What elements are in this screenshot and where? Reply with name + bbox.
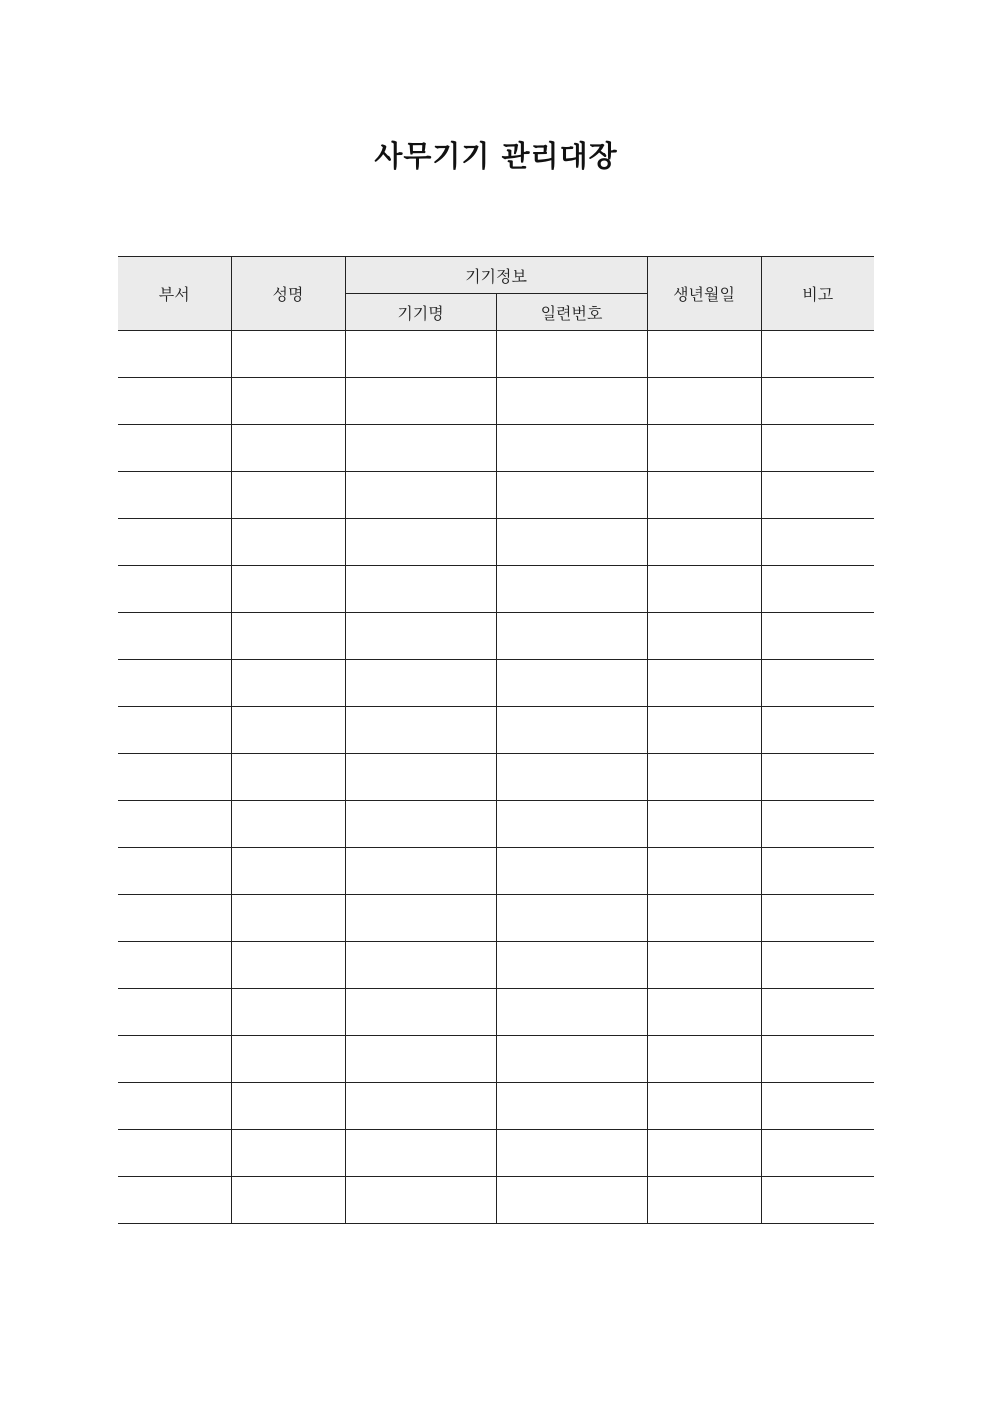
name-cell: [231, 848, 345, 895]
header-department: 부서: [118, 257, 231, 331]
device-name-cell: [345, 566, 496, 613]
remarks-cell: [761, 1130, 874, 1177]
department-cell: [118, 378, 231, 425]
table-row: [118, 660, 874, 707]
department-cell: [118, 801, 231, 848]
name-cell: [231, 613, 345, 660]
table-row: [118, 1130, 874, 1177]
department-cell: [118, 331, 231, 378]
equipment-ledger-table: [118, 256, 874, 1224]
department-cell: [118, 848, 231, 895]
birth-date-cell: [647, 1036, 761, 1083]
department-cell: [118, 566, 231, 613]
device-name-cell: [345, 1083, 496, 1130]
remarks-cell: [761, 472, 874, 519]
header-remarks: 비고: [761, 257, 874, 331]
device-name-cell: [345, 331, 496, 378]
table-row: [118, 472, 874, 519]
name-cell: [231, 754, 345, 801]
table-row: [118, 989, 874, 1036]
table-row: [118, 519, 874, 566]
name-cell: [231, 1177, 345, 1224]
department-cell: [118, 754, 231, 801]
birth-date-cell: [647, 613, 761, 660]
remarks-cell: [761, 331, 874, 378]
department-cell: [118, 1177, 231, 1224]
department-cell: [118, 613, 231, 660]
birth-date-cell: [647, 1177, 761, 1224]
header-device-info: 기기정보: [345, 257, 647, 294]
name-cell: [231, 660, 345, 707]
serial-number-cell: [496, 707, 647, 754]
serial-number-cell: [496, 378, 647, 425]
department-cell: [118, 895, 231, 942]
birth-date-cell: [647, 754, 761, 801]
name-cell: [231, 472, 345, 519]
birth-date-cell: [647, 1083, 761, 1130]
department-cell: [118, 519, 231, 566]
birth-date-cell: [647, 848, 761, 895]
serial-number-cell: [496, 895, 647, 942]
device-name-cell: [345, 707, 496, 754]
birth-date-cell: [647, 895, 761, 942]
device-name-cell: [345, 895, 496, 942]
serial-number-cell: [496, 566, 647, 613]
serial-number-cell: [496, 989, 647, 1036]
birth-date-cell: [647, 425, 761, 472]
name-cell: [231, 942, 345, 989]
name-cell: [231, 1130, 345, 1177]
department-cell: [118, 425, 231, 472]
remarks-cell: [761, 519, 874, 566]
table-row: [118, 331, 874, 378]
department-cell: [118, 1130, 231, 1177]
birth-date-cell: [647, 707, 761, 754]
remarks-cell: [761, 1083, 874, 1130]
remarks-cell: [761, 1177, 874, 1224]
birth-date-cell: [647, 1130, 761, 1177]
remarks-cell: [761, 1036, 874, 1083]
table-row: [118, 566, 874, 613]
table-row: [118, 707, 874, 754]
department-cell: [118, 1036, 231, 1083]
remarks-cell: [761, 660, 874, 707]
table-row: [118, 425, 874, 472]
serial-number-cell: [496, 660, 647, 707]
table-row: [118, 613, 874, 660]
device-name-cell: [345, 1036, 496, 1083]
remarks-cell: [761, 989, 874, 1036]
table-row: [118, 801, 874, 848]
name-cell: [231, 895, 345, 942]
device-name-cell: [345, 660, 496, 707]
remarks-cell: [761, 754, 874, 801]
remarks-cell: [761, 425, 874, 472]
remarks-cell: [761, 895, 874, 942]
name-cell: [231, 707, 345, 754]
document-title: 사무기기 관리대장: [374, 139, 618, 173]
birth-date-cell: [647, 519, 761, 566]
name-cell: [231, 519, 345, 566]
table-body: [118, 331, 874, 1224]
birth-date-cell: [647, 566, 761, 613]
header-name: 성명: [231, 257, 345, 331]
birth-date-cell: [647, 801, 761, 848]
device-name-cell: [345, 754, 496, 801]
department-cell: [118, 942, 231, 989]
serial-number-cell: [496, 519, 647, 566]
department-cell: [118, 989, 231, 1036]
birth-date-cell: [647, 378, 761, 425]
remarks-cell: [761, 848, 874, 895]
remarks-cell: [761, 613, 874, 660]
serial-number-cell: [496, 472, 647, 519]
department-cell: [118, 472, 231, 519]
birth-date-cell: [647, 472, 761, 519]
department-cell: [118, 1083, 231, 1130]
birth-date-cell: [647, 989, 761, 1036]
serial-number-cell: [496, 801, 647, 848]
birth-date-cell: [647, 660, 761, 707]
birth-date-cell: [647, 942, 761, 989]
name-cell: [231, 566, 345, 613]
remarks-cell: [761, 566, 874, 613]
device-name-cell: [345, 1177, 496, 1224]
serial-number-cell: [496, 1130, 647, 1177]
serial-number-cell: [496, 425, 647, 472]
table-row: [118, 895, 874, 942]
device-name-cell: [345, 801, 496, 848]
device-name-cell: [345, 942, 496, 989]
remarks-cell: [761, 378, 874, 425]
table-row: [118, 942, 874, 989]
serial-number-cell: [496, 754, 647, 801]
serial-number-cell: [496, 613, 647, 660]
device-name-cell: [345, 1130, 496, 1177]
table-row: [118, 1177, 874, 1224]
name-cell: [231, 425, 345, 472]
serial-number-cell: [496, 331, 647, 378]
serial-number-cell: [496, 1083, 647, 1130]
table-row: [118, 1083, 874, 1130]
device-name-cell: [345, 519, 496, 566]
device-name-cell: [345, 425, 496, 472]
birth-date-cell: [647, 331, 761, 378]
name-cell: [231, 989, 345, 1036]
table-header: [118, 257, 874, 331]
table-row: [118, 848, 874, 895]
department-cell: [118, 707, 231, 754]
name-cell: [231, 1036, 345, 1083]
table-row: [118, 378, 874, 425]
remarks-cell: [761, 707, 874, 754]
header-device-name: 기기명: [345, 294, 496, 331]
name-cell: [231, 801, 345, 848]
device-name-cell: [345, 472, 496, 519]
header-serial-number: 일련번호: [496, 294, 647, 331]
serial-number-cell: [496, 942, 647, 989]
serial-number-cell: [496, 1036, 647, 1083]
device-name-cell: [345, 613, 496, 660]
serial-number-cell: [496, 848, 647, 895]
table-row: [118, 754, 874, 801]
remarks-cell: [761, 801, 874, 848]
serial-number-cell: [496, 1177, 647, 1224]
header-birth-date: 생년월일: [647, 257, 761, 331]
table-row: [118, 1036, 874, 1083]
name-cell: [231, 378, 345, 425]
device-name-cell: [345, 848, 496, 895]
department-cell: [118, 660, 231, 707]
name-cell: [231, 331, 345, 378]
device-name-cell: [345, 378, 496, 425]
name-cell: [231, 1083, 345, 1130]
remarks-cell: [761, 942, 874, 989]
device-name-cell: [345, 989, 496, 1036]
